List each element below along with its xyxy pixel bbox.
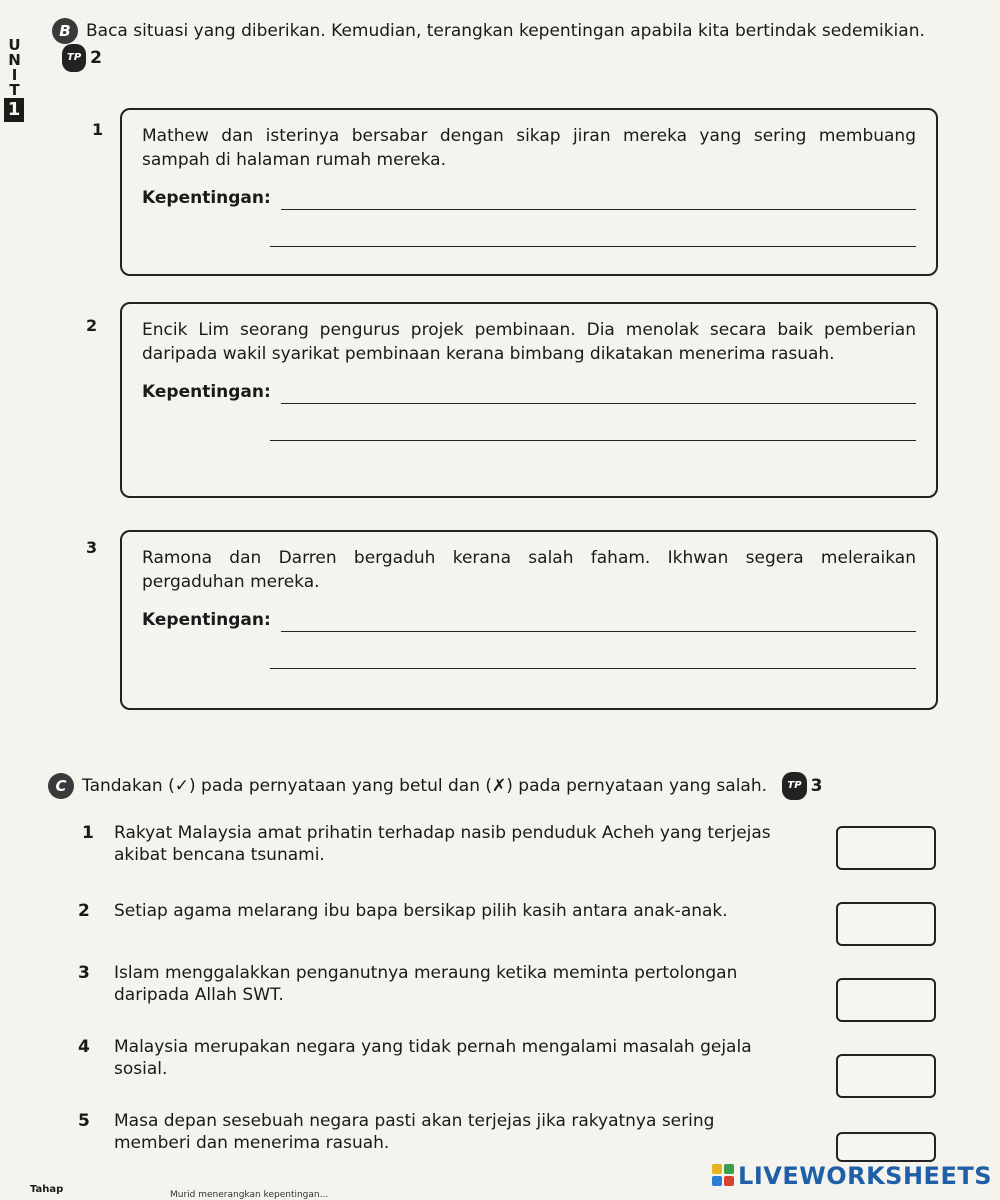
- watermark-text: LIVEWORKSHEETS: [738, 1162, 992, 1190]
- unit-tab: [4, 36, 24, 122]
- statement-1: [72, 822, 792, 866]
- statement-5: [72, 1110, 792, 1154]
- statement-3: [72, 962, 792, 1006]
- footer-tahap: Tahap: [30, 1184, 64, 1195]
- section-b-instruction: Baca situasi yang diberikan. Kemudian, terangkan kepentingan apabila kita bertindak sedemikian.: [86, 21, 925, 41]
- unit-number: 1: [4, 98, 24, 122]
- answer-line-3a[interactable]: [281, 613, 916, 632]
- section-c-badge: C: [48, 773, 74, 799]
- answer-box-2[interactable]: [836, 902, 936, 946]
- statement-number: 2: [78, 901, 90, 921]
- situation-number-3: 3: [86, 538, 98, 557]
- kepentingan-label-1: Kepentingan:: [142, 188, 271, 208]
- situation-number-1: 1: [92, 120, 104, 139]
- section-c-header: [48, 772, 948, 800]
- situation-box-3: [120, 530, 938, 710]
- statement-number: 4: [78, 1037, 90, 1057]
- statement-text: Rakyat Malaysia amat prihatin terhadap nasib penduduk Acheh yang terjejas akibat bencana tsunami.: [114, 823, 771, 865]
- statement-text: Masa depan sesebuah negara pasti akan terjejas jika rakyatnya sering memberi dan menerima rasuah.: [114, 1111, 715, 1153]
- liveworksheets-logo: [712, 1162, 992, 1190]
- statement-number: 3: [78, 963, 90, 983]
- statement-text: Islam menggalakkan penganutnya meraung ketika meminta pertolongan daripada Allah SWT.: [114, 963, 738, 1005]
- unit-word: UNIT: [5, 36, 24, 96]
- section-b-header: [52, 18, 932, 72]
- section-b-badge: B: [52, 18, 78, 44]
- kepentingan-label-3: Kepentingan:: [142, 610, 271, 630]
- answer-line-1b[interactable]: [270, 228, 916, 247]
- tp-badge-c: TP 3: [782, 772, 822, 800]
- answer-line-3b[interactable]: [270, 650, 916, 669]
- situation-text-1: Mathew dan isterinya bersabar dengan sikap jiran mereka yang sering membuang sampah di halaman rumah mereka.: [142, 126, 916, 170]
- answer-line-2a[interactable]: [281, 385, 916, 404]
- statement-number: 1: [82, 823, 94, 843]
- statement-2: [72, 900, 792, 922]
- tp-icon: TP: [782, 772, 806, 800]
- statement-number: 5: [78, 1111, 90, 1131]
- kepentingan-label-2: Kepentingan:: [142, 382, 271, 402]
- statement-text: Malaysia merupakan negara yang tidak pernah mengalami masalah gejala sosial.: [114, 1037, 752, 1079]
- answer-line-2b[interactable]: [270, 422, 916, 441]
- situation-text-2: Encik Lim seorang pengurus projek pembinaan. Dia menolak secara baik pemberian daripada wakil syarikat pembinaan kerana bimbang dikatakan menerima rasuah.: [142, 320, 916, 364]
- answer-box-1[interactable]: [836, 826, 936, 870]
- answer-box-5[interactable]: [836, 1132, 936, 1162]
- situation-number-2: 2: [86, 316, 98, 335]
- answer-box-4[interactable]: [836, 1054, 936, 1098]
- tp-icon: TP: [62, 44, 86, 72]
- answer-box-3[interactable]: [836, 978, 936, 1022]
- statement-text: Setiap agama melarang ibu bapa bersikap pilih kasih antara anak-anak.: [114, 901, 728, 921]
- answer-line-1a[interactable]: [281, 191, 916, 210]
- section-c-instruction: Tandakan (✓) pada pernyataan yang betul dan (✗) pada pernyataan yang salah.: [82, 776, 768, 796]
- liveworksheets-icon: [712, 1164, 734, 1186]
- tp-badge-b: TP 2: [62, 44, 102, 72]
- footer-text: Murid menerangkan kepentingan...: [170, 1190, 329, 1200]
- situation-box-2: [120, 302, 938, 498]
- situation-box-1: [120, 108, 938, 276]
- statement-4: [72, 1036, 792, 1080]
- situation-text-3: Ramona dan Darren bergaduh kerana salah faham. Ikhwan segera meleraikan pergaduhan mereka.: [142, 548, 916, 592]
